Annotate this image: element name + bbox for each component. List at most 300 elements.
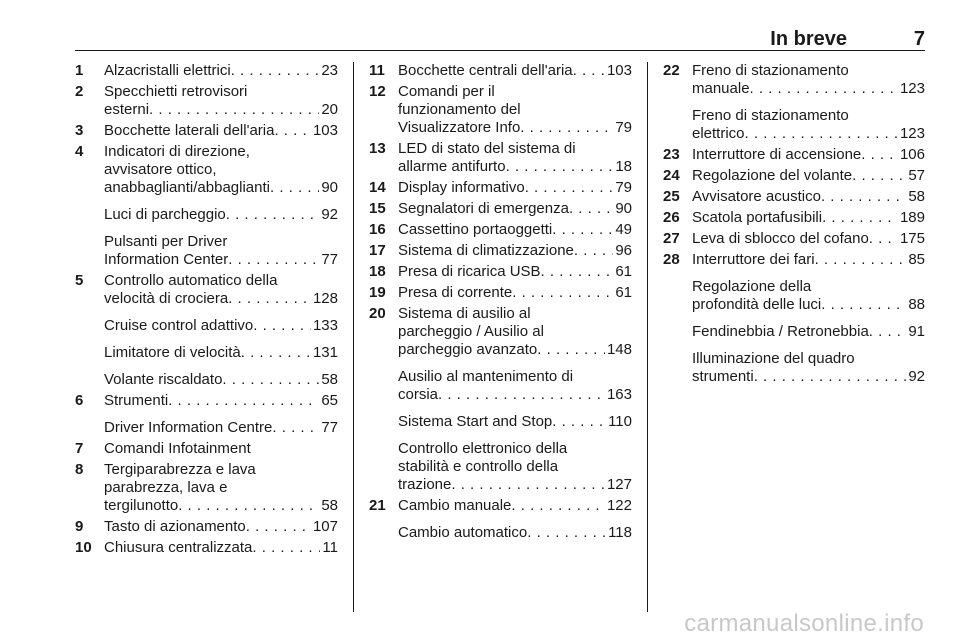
entry-text: Tergiparabrezza e lava bbox=[104, 461, 256, 478]
page-reference: 61 bbox=[615, 263, 632, 280]
index-entry bbox=[663, 209, 925, 227]
page-reference: 90 bbox=[321, 179, 338, 196]
entry-text: Cruise control adattivo bbox=[104, 317, 254, 334]
index-column-3 bbox=[663, 62, 925, 389]
entry-text: trazione bbox=[398, 476, 452, 493]
leader-dots bbox=[569, 200, 613, 218]
index-entry bbox=[75, 317, 338, 335]
entry-last-line bbox=[398, 476, 632, 494]
entry-body bbox=[398, 221, 632, 239]
entry-body bbox=[104, 344, 338, 362]
entry-text: LED di stato del sistema di bbox=[398, 140, 576, 157]
page-reference: 107 bbox=[312, 518, 338, 535]
entry-last-line bbox=[398, 263, 632, 281]
entry-text: Cassettino portaoggetti bbox=[398, 221, 553, 238]
entry-body bbox=[692, 251, 925, 269]
index-column-1 bbox=[75, 62, 338, 560]
index-entry bbox=[75, 371, 338, 389]
index-entry bbox=[369, 305, 632, 359]
entry-body bbox=[104, 233, 338, 269]
entry-number: 16 bbox=[369, 221, 386, 238]
entry-text: Presa di corrente bbox=[398, 284, 513, 301]
index-column-2 bbox=[369, 62, 632, 545]
entry-text: Alzacristalli elettrici bbox=[104, 62, 231, 79]
entry-number bbox=[75, 371, 104, 389]
index-entry bbox=[369, 497, 632, 515]
entry-last-line bbox=[104, 539, 338, 557]
leader-dots bbox=[253, 317, 311, 335]
entry-number: 23 bbox=[663, 146, 680, 163]
entry-number: 1 bbox=[75, 62, 84, 79]
entry-text: Comandi per il bbox=[398, 83, 495, 100]
page-reference: 91 bbox=[908, 323, 925, 340]
entry-last-line bbox=[398, 200, 632, 218]
entry-text: parcheggio / Ausilio al bbox=[398, 323, 544, 340]
entry-last-line bbox=[692, 368, 925, 386]
column-divider bbox=[353, 62, 354, 612]
entry-text: Interruttore di accensione bbox=[692, 146, 862, 163]
entry-body bbox=[104, 206, 338, 224]
leader-dots bbox=[573, 62, 605, 80]
leader-dots bbox=[246, 518, 311, 536]
entry-body bbox=[692, 107, 925, 143]
entry-number bbox=[369, 524, 398, 542]
entry-last-line bbox=[398, 497, 632, 515]
entry-body bbox=[104, 143, 338, 197]
entry-number: 5 bbox=[75, 272, 84, 289]
entry-body bbox=[398, 413, 632, 431]
entry-body bbox=[692, 62, 925, 98]
leader-dots bbox=[821, 188, 906, 206]
entry-number: 7 bbox=[75, 440, 84, 457]
entry-text: Tasto di azionamento bbox=[104, 518, 246, 535]
entry-body bbox=[692, 209, 925, 227]
entry-number: 20 bbox=[369, 305, 386, 322]
entry-last-line bbox=[398, 413, 632, 431]
index-entry bbox=[75, 62, 338, 80]
entry-last-line bbox=[692, 209, 925, 227]
entry-last-line bbox=[398, 524, 632, 542]
entry-text: Fendinebbia / Retronebbia bbox=[692, 323, 869, 340]
page-reference: 131 bbox=[312, 344, 338, 361]
entry-body bbox=[104, 62, 338, 80]
index-entry bbox=[75, 419, 338, 437]
leader-dots bbox=[231, 62, 320, 80]
index-entry bbox=[75, 392, 338, 410]
entry-number bbox=[75, 206, 104, 224]
page-reference: 103 bbox=[606, 62, 632, 79]
page-reference: 163 bbox=[606, 386, 632, 403]
page-reference: 106 bbox=[899, 146, 925, 163]
entry-number: 15 bbox=[369, 200, 386, 217]
entry-text: Controllo automatico della bbox=[104, 272, 278, 289]
entry-text: Pulsanti per Driver bbox=[104, 233, 228, 250]
entry-text: Leva di sblocco del cofano bbox=[692, 230, 869, 247]
leader-dots bbox=[869, 230, 898, 248]
leader-dots bbox=[272, 419, 319, 437]
entry-body bbox=[398, 179, 632, 197]
leader-dots bbox=[754, 368, 907, 386]
entry-number: 17 bbox=[369, 242, 386, 259]
index-entry bbox=[75, 122, 338, 140]
entry-number: 24 bbox=[663, 167, 680, 184]
entry-body bbox=[398, 305, 632, 359]
entry-text: Cambio manuale bbox=[398, 497, 512, 514]
index-entry bbox=[75, 440, 338, 458]
entry-number: 27 bbox=[663, 230, 680, 247]
entry-number bbox=[75, 344, 104, 362]
entry-last-line bbox=[104, 392, 338, 410]
entry-last-line bbox=[104, 317, 338, 335]
entry-number: 8 bbox=[75, 461, 84, 478]
leader-dots bbox=[525, 179, 614, 197]
index-entry bbox=[75, 143, 338, 197]
entry-text: allarme antifurto bbox=[398, 158, 506, 175]
entry-body bbox=[692, 230, 925, 248]
page-reference: 20 bbox=[321, 101, 338, 118]
entry-number: 3 bbox=[75, 122, 84, 139]
entry-last-line bbox=[398, 242, 632, 260]
entry-text: Volante riscaldato bbox=[104, 371, 223, 388]
entry-body bbox=[398, 263, 632, 281]
entry-number bbox=[369, 413, 398, 431]
index-entry bbox=[369, 221, 632, 239]
entry-body bbox=[692, 350, 925, 386]
entry-text: parcheggio avanzato bbox=[398, 341, 538, 358]
entry-last-line bbox=[398, 158, 632, 176]
entry-text: Visualizzatore Info bbox=[398, 119, 521, 136]
leader-dots bbox=[552, 221, 613, 239]
entry-number bbox=[75, 317, 104, 335]
entry-text: Presa di ricarica USB bbox=[398, 263, 541, 280]
entry-last-line bbox=[104, 101, 338, 119]
entry-last-line bbox=[104, 62, 338, 80]
index-entry bbox=[663, 188, 925, 206]
entry-body bbox=[104, 83, 338, 119]
entry-body bbox=[692, 188, 925, 206]
entry-text: Luci di parcheggio bbox=[104, 206, 226, 223]
entry-number: 28 bbox=[663, 251, 680, 268]
page-reference: 85 bbox=[908, 251, 925, 268]
leader-dots bbox=[520, 119, 613, 137]
page-reference: 123 bbox=[899, 125, 925, 142]
entry-last-line bbox=[104, 497, 338, 515]
page-reference: 110 bbox=[608, 413, 632, 430]
index-entry bbox=[369, 284, 632, 302]
index-entry bbox=[663, 230, 925, 248]
leader-dots bbox=[451, 476, 605, 494]
entry-last-line bbox=[398, 119, 632, 137]
page-number: 7 bbox=[913, 28, 925, 50]
index-entry bbox=[663, 323, 925, 341]
entry-text: elettrico bbox=[692, 125, 745, 142]
entry-text: Interruttore dei fari bbox=[692, 251, 815, 268]
page-reference: 90 bbox=[615, 200, 632, 217]
entry-body bbox=[398, 497, 632, 515]
page-reference: 175 bbox=[899, 230, 925, 247]
index-entry bbox=[369, 140, 632, 176]
entry-text: Sistema Start and Stop bbox=[398, 413, 553, 430]
index-entry bbox=[663, 146, 925, 164]
leader-dots bbox=[541, 263, 614, 281]
entry-last-line bbox=[692, 146, 925, 164]
entry-text: anabbaglianti/abbaglianti bbox=[104, 179, 270, 196]
page-reference: 11 bbox=[322, 539, 338, 556]
index-entry bbox=[369, 263, 632, 281]
index-entry bbox=[663, 167, 925, 185]
index-entry bbox=[663, 278, 925, 314]
entry-last-line bbox=[398, 341, 632, 359]
leader-dots bbox=[745, 125, 898, 143]
leader-dots bbox=[274, 122, 311, 140]
index-entry bbox=[75, 344, 338, 362]
page-reference: 61 bbox=[615, 284, 632, 301]
page-reference: 58 bbox=[908, 188, 925, 205]
entry-number: 18 bbox=[369, 263, 386, 280]
entry-text: Comandi Infotainment bbox=[104, 440, 251, 457]
entry-number bbox=[663, 278, 692, 314]
page-reference: 58 bbox=[321, 497, 338, 514]
index-entry bbox=[369, 368, 632, 404]
entry-body bbox=[398, 524, 632, 542]
entry-last-line bbox=[398, 179, 632, 197]
entry-text: corsia bbox=[398, 386, 439, 403]
leader-dots bbox=[815, 251, 907, 269]
entry-number: 14 bbox=[369, 179, 386, 196]
index-entry bbox=[369, 440, 632, 494]
entry-text: Indicatori di direzione, bbox=[104, 143, 250, 160]
entry-number: 6 bbox=[75, 392, 84, 409]
leader-dots bbox=[228, 251, 319, 269]
entry-body bbox=[398, 83, 632, 137]
page-reference: 58 bbox=[321, 371, 338, 388]
entry-body bbox=[104, 122, 338, 140]
leader-dots bbox=[241, 344, 311, 362]
entry-text: Scatola portafusibili bbox=[692, 209, 823, 226]
entry-number bbox=[369, 440, 398, 494]
entry-text: tergilunotto bbox=[104, 497, 179, 514]
leader-dots bbox=[537, 341, 605, 359]
entry-number: 13 bbox=[369, 140, 386, 157]
leader-dots bbox=[861, 146, 898, 164]
leader-dots bbox=[226, 206, 320, 224]
entry-text: Display informativo bbox=[398, 179, 525, 196]
leader-dots bbox=[506, 158, 614, 176]
entry-last-line bbox=[104, 251, 338, 269]
leader-dots bbox=[149, 101, 319, 119]
entry-text: Bocchette laterali dell'aria bbox=[104, 122, 275, 139]
page-reference: 88 bbox=[908, 296, 925, 313]
entry-number: 2 bbox=[75, 83, 84, 100]
entry-last-line bbox=[398, 221, 632, 239]
entry-text: Driver Information Centre bbox=[104, 419, 273, 436]
entry-last-line bbox=[398, 386, 632, 404]
entry-last-line bbox=[104, 206, 338, 224]
index-entry bbox=[75, 539, 338, 557]
entry-body bbox=[104, 419, 338, 437]
column-divider bbox=[647, 62, 648, 612]
leader-dots bbox=[438, 386, 605, 404]
leader-dots bbox=[869, 323, 907, 341]
entry-body bbox=[104, 272, 338, 308]
entry-text: stabilità e controllo della bbox=[398, 458, 559, 475]
page-reference: 79 bbox=[615, 119, 632, 136]
leader-dots bbox=[512, 284, 613, 302]
entry-text: esterni bbox=[104, 101, 150, 118]
entry-text: Specchietti retrovisori bbox=[104, 83, 248, 100]
entry-body bbox=[398, 440, 632, 494]
entry-last-line bbox=[398, 62, 632, 80]
page-reference: 128 bbox=[312, 290, 338, 307]
page-reference: 122 bbox=[606, 497, 632, 514]
entry-text: Illuminazione del quadro bbox=[692, 350, 855, 367]
page-reference: 79 bbox=[615, 179, 632, 196]
page-reference: 96 bbox=[615, 242, 632, 259]
entry-number bbox=[75, 419, 104, 437]
index-entry bbox=[369, 62, 632, 80]
entry-body bbox=[104, 440, 338, 458]
page-reference: 77 bbox=[321, 251, 338, 268]
page-reference: 57 bbox=[908, 167, 925, 184]
index-entry bbox=[663, 350, 925, 386]
entry-last-line bbox=[104, 290, 338, 308]
entry-number: 26 bbox=[663, 209, 680, 226]
entry-text: Freno di stazionamento bbox=[692, 62, 849, 79]
page-reference: 127 bbox=[606, 476, 632, 493]
entry-number bbox=[75, 233, 104, 269]
page-reference: 123 bbox=[899, 80, 925, 97]
entry-last-line bbox=[398, 284, 632, 302]
page-reference: 133 bbox=[312, 317, 338, 334]
entry-text: Sistema di ausilio al bbox=[398, 305, 531, 322]
entry-text: Controllo elettronico della bbox=[398, 440, 568, 457]
leader-dots bbox=[750, 80, 898, 98]
entry-text: Chiusura centralizzata bbox=[104, 539, 253, 556]
entry-last-line bbox=[104, 344, 338, 362]
leader-dots bbox=[228, 290, 311, 308]
page-reference: 92 bbox=[321, 206, 338, 223]
page-reference: 118 bbox=[608, 524, 632, 541]
entry-last-line bbox=[692, 323, 925, 341]
entry-number: 21 bbox=[369, 497, 386, 514]
entry-last-line bbox=[692, 230, 925, 248]
index-entry bbox=[75, 272, 338, 308]
entry-text: strumenti bbox=[692, 368, 754, 385]
entry-number: 9 bbox=[75, 518, 84, 535]
entry-text: Strumenti bbox=[104, 392, 169, 409]
entry-text: velocità di crociera bbox=[104, 290, 229, 307]
entry-number: 12 bbox=[369, 83, 386, 100]
index-entry bbox=[75, 233, 338, 269]
entry-body bbox=[692, 323, 925, 341]
leader-dots bbox=[821, 296, 906, 314]
index-entry bbox=[369, 83, 632, 137]
leader-dots bbox=[527, 524, 606, 542]
entry-body bbox=[398, 140, 632, 176]
section-title: In breve bbox=[770, 28, 847, 50]
entry-number bbox=[663, 350, 692, 386]
entry-body bbox=[692, 167, 925, 185]
leader-dots bbox=[178, 497, 319, 515]
entry-number bbox=[663, 107, 692, 143]
entry-text: manuale bbox=[692, 80, 750, 97]
leader-dots bbox=[552, 413, 606, 431]
index-entry bbox=[663, 62, 925, 98]
index-entry bbox=[75, 206, 338, 224]
entry-last-line bbox=[104, 122, 338, 140]
page-reference: 77 bbox=[321, 419, 338, 436]
page-reference: 49 bbox=[615, 221, 632, 238]
entry-last-line bbox=[692, 188, 925, 206]
entry-body bbox=[398, 62, 632, 80]
entry-body bbox=[104, 371, 338, 389]
entry-body bbox=[398, 200, 632, 218]
page-reference: 92 bbox=[908, 368, 925, 385]
entry-text: Regolazione del volante bbox=[692, 167, 853, 184]
entry-last-line bbox=[692, 251, 925, 269]
page-reference: 18 bbox=[615, 158, 632, 175]
leader-dots bbox=[511, 497, 605, 515]
entry-body bbox=[398, 284, 632, 302]
entry-last-line bbox=[692, 296, 925, 314]
entry-body bbox=[104, 539, 338, 557]
entry-number: 4 bbox=[75, 143, 84, 160]
entry-last-line bbox=[104, 179, 338, 197]
entry-text: Cambio automatico bbox=[398, 524, 528, 541]
entry-last-line bbox=[104, 371, 338, 389]
entry-body bbox=[398, 368, 632, 404]
index-entry bbox=[369, 200, 632, 218]
page-reference: 189 bbox=[899, 209, 925, 226]
index-entry bbox=[663, 107, 925, 143]
entry-body bbox=[104, 392, 338, 410]
entry-text: Segnalatori di emergenza bbox=[398, 200, 569, 217]
index-entry bbox=[369, 413, 632, 431]
leader-dots bbox=[168, 392, 319, 410]
entry-text: Sistema di climatizzazione bbox=[398, 242, 574, 259]
leader-dots bbox=[270, 179, 319, 197]
index-entry bbox=[663, 251, 925, 269]
entry-body bbox=[104, 461, 338, 515]
entry-number: 19 bbox=[369, 284, 386, 301]
entry-number bbox=[663, 323, 692, 341]
index-entry bbox=[369, 524, 632, 542]
leader-dots bbox=[822, 209, 898, 227]
page-reference: 103 bbox=[312, 122, 338, 139]
entry-text: Limitatore di velocità bbox=[104, 344, 241, 361]
entry-number: 10 bbox=[75, 539, 92, 556]
entry-text: Regolazione della bbox=[692, 278, 812, 295]
entry-last-line bbox=[692, 125, 925, 143]
entry-last-line bbox=[692, 167, 925, 185]
entry-body bbox=[692, 146, 925, 164]
entry-last-line bbox=[104, 440, 338, 458]
entry-text: Ausilio al mantenimento di bbox=[398, 368, 574, 385]
entry-number: 22 bbox=[663, 62, 680, 79]
entry-last-line bbox=[104, 419, 338, 437]
leader-dots bbox=[222, 371, 319, 389]
entry-last-line bbox=[692, 80, 925, 98]
page-reference: 23 bbox=[321, 62, 338, 79]
index-entry bbox=[75, 461, 338, 515]
entry-last-line bbox=[104, 518, 338, 536]
index-entry bbox=[75, 83, 338, 119]
entry-text: funzionamento del bbox=[398, 101, 521, 118]
page-reference: 148 bbox=[606, 341, 632, 358]
entry-body bbox=[104, 317, 338, 335]
entry-text: Avvisatore acustico bbox=[692, 188, 821, 205]
entry-text: Information Center bbox=[104, 251, 229, 268]
